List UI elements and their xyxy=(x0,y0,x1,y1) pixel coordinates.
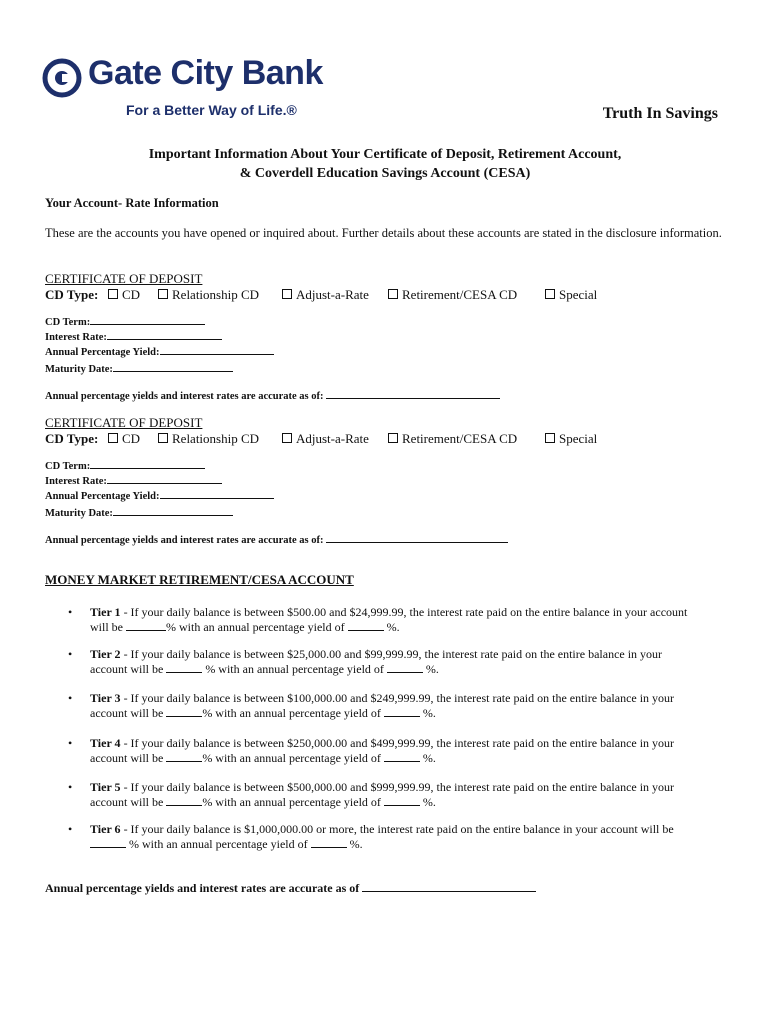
adjust-a-rate-option[interactable]: Adjust-a-Rate xyxy=(282,287,369,303)
tier-item: • Tier 2 - If your daily balance is between $25,000.00 and $99,999.99, the interest rate paid on the entire balance in your account will be % with an annual percentage yield of %. xyxy=(68,647,663,676)
checkbox[interactable] xyxy=(282,433,292,443)
maturity-date-field[interactable]: Maturity Date: xyxy=(45,506,233,519)
section-label: Your Account- Rate Information xyxy=(45,196,219,210)
apy-blank[interactable] xyxy=(348,621,384,631)
tier-label: Tier 1 xyxy=(90,605,121,619)
tier-item: • Tier 5 - If your daily balance is between $500,000.00 and $999,999.99, the interest rate paid on the entire balance in your account will be % with an annual percentage yield of %. xyxy=(68,780,675,809)
gate-city-logo-icon xyxy=(42,58,82,98)
document-title: Truth In Savings xyxy=(602,105,718,122)
apy-blank[interactable] xyxy=(384,796,420,806)
money-market-title: MONEY MARKET RETIREMENT/CESA ACCOUNT xyxy=(45,572,354,587)
money-market-accurate-as-of[interactable]: Annual percentage yields and interest rates are accurate as of xyxy=(45,881,536,896)
checkbox[interactable] xyxy=(158,289,168,299)
cd-type-label: CD Type: xyxy=(45,431,99,446)
checkbox[interactable] xyxy=(108,289,118,299)
cd-block-title: CERTIFICATE OF DEPOSIT xyxy=(45,271,203,286)
adjust-a-rate-option[interactable]: Adjust-a-Rate xyxy=(282,431,369,447)
retirement-cesa-cd-option[interactable]: Retirement/CESA CD xyxy=(388,287,517,303)
rate-blank[interactable] xyxy=(166,663,202,673)
apy-blank[interactable] xyxy=(384,752,420,762)
checkbox[interactable] xyxy=(545,433,555,443)
special-option[interactable]: Special xyxy=(545,431,597,447)
checkbox[interactable] xyxy=(282,289,292,299)
tier-label: Tier 4 xyxy=(90,736,121,750)
interest-rate-field[interactable]: Interest Rate: xyxy=(45,330,222,343)
tier-label: Tier 2 xyxy=(90,647,121,661)
tier-label: Tier 3 xyxy=(90,691,121,705)
brand-name: Gate City Bank xyxy=(88,54,323,92)
relationship-cd-option[interactable]: Relationship CD xyxy=(158,287,259,303)
accurate-as-of-field[interactable]: Annual percentage yields and interest rates are accurate as of: xyxy=(45,533,508,546)
cd-type-row xyxy=(45,431,745,449)
intro-paragraph: These are the accounts you have opened or inquired about. Further details about these accounts are stated in the disclosure information. xyxy=(45,226,722,240)
maturity-date-field[interactable]: Maturity Date: xyxy=(45,362,233,375)
cd-type-row xyxy=(45,287,745,305)
rate-blank[interactable] xyxy=(166,707,202,717)
retirement-cesa-cd-option[interactable]: Retirement/CESA CD xyxy=(388,431,517,447)
cd-term-field[interactable]: CD Term: xyxy=(45,315,205,328)
checkbox[interactable] xyxy=(108,433,118,443)
checkbox[interactable] xyxy=(388,433,398,443)
cd-type-label: CD Type: xyxy=(45,287,99,302)
tier-item: • Tier 1 - If your daily balance is between $500.00 and $24,999.99, the interest rate paid on the entire balance in your account will be % with an annual percentage yield of %. xyxy=(68,605,688,634)
relationship-cd-option[interactable]: Relationship CD xyxy=(158,431,259,447)
apy-blank[interactable] xyxy=(387,663,423,673)
cd-option[interactable]: CD xyxy=(108,431,140,447)
tier-label: Tier 5 xyxy=(90,780,121,794)
gate-city-bank-logo xyxy=(42,56,332,122)
apy-blank[interactable] xyxy=(384,707,420,717)
tier-item: • Tier 4 - If your daily balance is between $250,000.00 and $499,999.99, the interest rate paid on the entire balance in your account will be % with an annual percentage yield of %. xyxy=(68,736,675,765)
cd-block-title: CERTIFICATE OF DEPOSIT xyxy=(45,415,203,430)
rate-blank[interactable] xyxy=(126,621,166,631)
tier-label: Tier 6 xyxy=(90,822,121,836)
cd-option[interactable]: CD xyxy=(108,287,140,303)
rate-blank[interactable] xyxy=(90,838,126,848)
tier-item: • Tier 3 - If your daily balance is between $100,000.00 and $249,999.99, the interest rate paid on the entire balance in your account will be % with an annual percentage yield of %. xyxy=(68,691,675,720)
rate-blank[interactable] xyxy=(166,796,202,806)
cd-term-field[interactable]: CD Term: xyxy=(45,459,205,472)
special-option[interactable]: Special xyxy=(545,287,597,303)
checkbox[interactable] xyxy=(158,433,168,443)
rate-blank[interactable] xyxy=(166,752,202,762)
apy-blank[interactable] xyxy=(311,838,347,848)
apy-field[interactable]: Annual Percentage Yield: xyxy=(45,345,274,358)
accurate-as-of-field[interactable]: Annual percentage yields and interest rates are accurate as of: xyxy=(45,389,500,402)
checkbox[interactable] xyxy=(388,289,398,299)
apy-field[interactable]: Annual Percentage Yield: xyxy=(45,489,274,502)
heading-line-2: & Coverdell Education Savings Account (CESA) xyxy=(239,166,531,181)
brand-tagline: For a Better Way of Life.® xyxy=(126,102,297,118)
tier-item: • Tier 6 - If your daily balance is $1,000,000.00 or more, the interest rate paid on the entire balance in your account will be % with an annual percentage yield of %. xyxy=(68,822,674,851)
heading-line-1: Important Information About Your Certificate of Deposit, Retirement Account, xyxy=(148,147,622,162)
checkbox[interactable] xyxy=(545,289,555,299)
interest-rate-field[interactable]: Interest Rate: xyxy=(45,474,222,487)
